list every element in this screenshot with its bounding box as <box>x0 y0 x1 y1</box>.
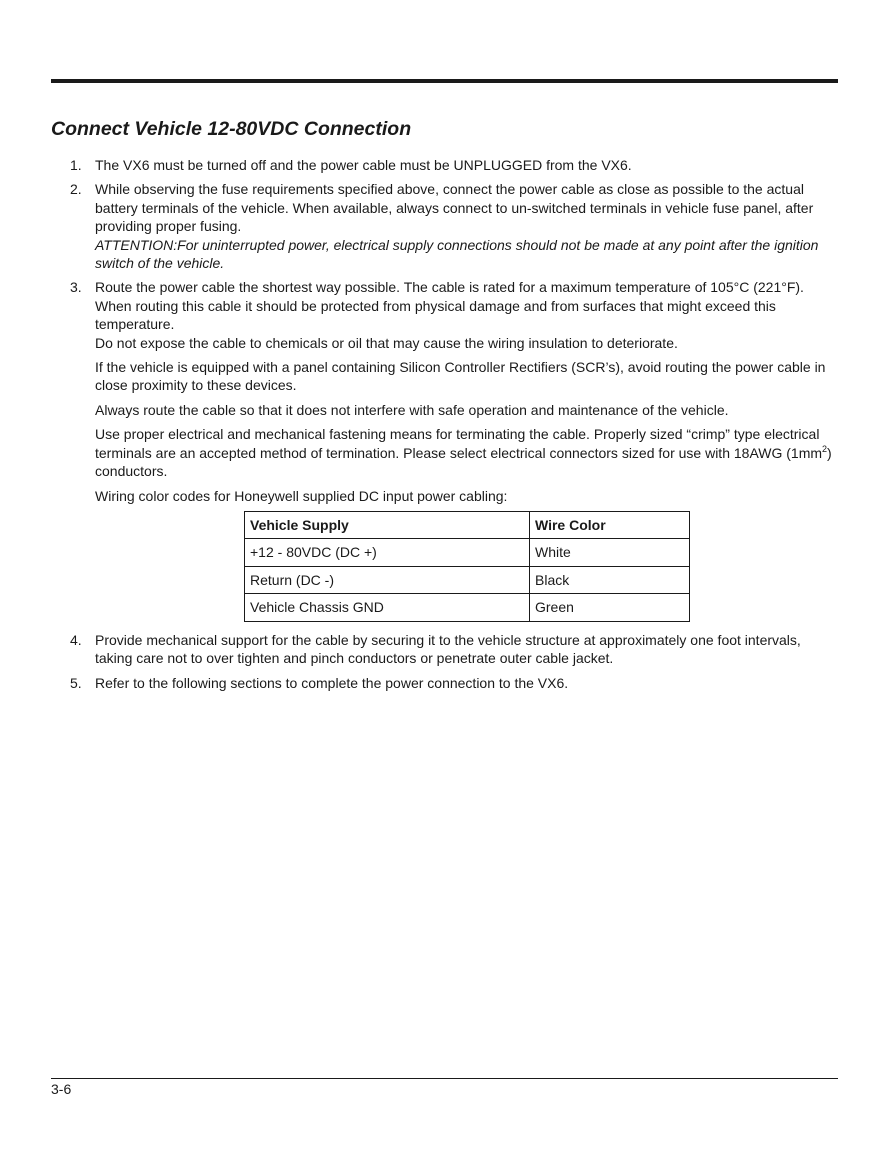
step-4 <box>51 631 841 668</box>
step-text: Provide mechanical support for the cable by securing it to the vehicle structure at approximately one foot intervals, taking care not to over tighten and pinch conductors or penetrate outer cable jacket. <box>95 631 801 667</box>
step-number: 5. <box>70 674 82 691</box>
step-1 <box>51 156 841 174</box>
footer-rule <box>51 1078 838 1079</box>
step-text: While observing the fuse requirements specified above, connect the power cable as close as possible to the actual battery terminals of the vehicle. When available, always connect to un-switched terminals in vehicle fuse panel, after providing proper fusing. <box>95 181 814 235</box>
table-cell: Vehicle Chassis GND <box>245 594 530 622</box>
table-row <box>245 594 690 622</box>
scr-note: If the vehicle is equipped with a panel containing Silicon Controller Rectifiers (SCR’s), avoid routing the power cable in close proximity to these devices. <box>95 359 826 394</box>
step-number: 2. <box>70 181 82 198</box>
route-note: Always route the cable so that it does not interfere with safe operation and maintenance of the vehicle. <box>95 401 729 418</box>
step-number: 1. <box>70 157 82 173</box>
step-number: 4. <box>70 631 82 648</box>
fastening-note <box>95 425 841 480</box>
step-3 <box>51 278 841 621</box>
table-cell: Green <box>530 594 690 622</box>
step-text: Route the power cable the shortest way possible. The cable is rated for a maximum temperature of 105°C (221°F). When routing this cable it should be protected from physical damage and from surfaces that might exceed this temperature. <box>95 279 804 333</box>
fastening-text-end: ) conductors. <box>95 444 832 480</box>
wire-color-table <box>244 511 690 622</box>
table-header-row <box>245 511 690 539</box>
chemicals-note: Do not expose the cable to chemicals or oil that may cause the wiring insulation to deteriorate. <box>95 334 678 351</box>
table-cell: White <box>530 539 690 567</box>
section-title: Connect Vehicle 12-80VDC Connection <box>51 118 412 140</box>
step-5 <box>51 674 841 692</box>
table-cell: Return (DC -) <box>245 566 530 594</box>
table-row <box>245 566 690 594</box>
table-cell: Black <box>530 566 690 594</box>
column-header-wire-color: Wire Color <box>530 511 690 539</box>
wiring-intro: Wiring color codes for Honeywell supplied DC input power cabling: <box>95 487 508 504</box>
table-row <box>245 539 690 567</box>
steps-list <box>51 156 841 698</box>
page-number: 3-6 <box>51 1081 72 1097</box>
step-text: The VX6 must be turned off and the power cable must be UNPLUGGED from the VX6. <box>95 157 632 173</box>
header-rule <box>51 79 838 83</box>
step-2 <box>51 180 841 272</box>
table-cell: +12 - 80VDC (DC +) <box>245 539 530 567</box>
fastening-text: Use proper electrical and mechanical fastening means for terminating the cable. Properly sized “crimp” type electrical terminals are an accepted method of termination. Please select electrical connectors sized for use with 18AWG (1mm <box>95 426 823 461</box>
column-header-vehicle-supply: Vehicle Supply <box>245 511 530 539</box>
step-number: 3. <box>70 279 82 296</box>
step-text: Refer to the following sections to complete the power connection to the VX6. <box>95 674 569 691</box>
attention-note: ATTENTION:For uninterrupted power, electrical supply connections should not be made at any point after the ignition switch of the vehicle. <box>95 236 819 272</box>
superscript-2: 2 <box>822 443 828 454</box>
